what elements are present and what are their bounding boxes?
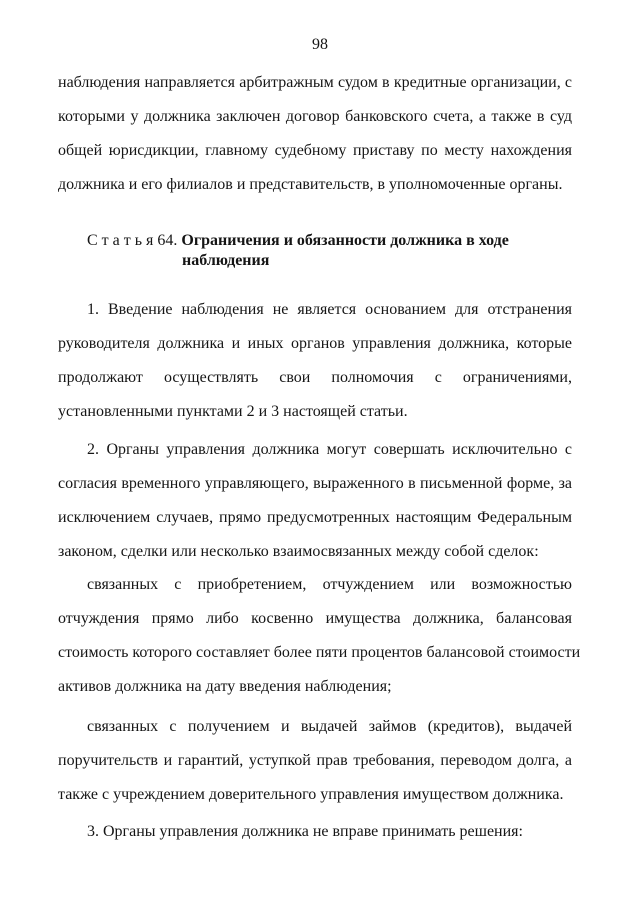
paragraph-line: отчуждения прямо либо косвенно имущества должника, балансовая [58, 610, 572, 627]
paragraph-line: продолжают осуществлять свои полномочия с ограничениями, [58, 369, 572, 386]
article-heading [87, 231, 517, 271]
paragraph-2 [58, 433, 572, 569]
article-number: С т а т ь я 64. [87, 232, 178, 249]
paragraph-line: установленными пунктами 2 и 3 настоящей статьи. [58, 403, 408, 420]
article-title-continuation: наблюдения [182, 252, 270, 269]
paragraph-line: наблюдения направляется арбитражным судом в кредитные организации, с [58, 74, 572, 91]
paragraph-line: активов должника на дату введения наблюдения; [58, 678, 392, 695]
paragraph-line: связанных с приобретением, отчуждением или возможностью [87, 576, 572, 593]
intro-paragraph [58, 66, 572, 202]
paragraph-3 [58, 568, 581, 704]
paragraph-line: согласия временного управляющего, выраженного в письменной форме, за [58, 475, 572, 492]
article-title: Ограничения и обязанности должника в ходе [181, 232, 509, 249]
paragraph-line: исключением случаев, прямо предусмотренных настоящим Федеральным [58, 509, 572, 526]
paragraph-line: стоимость которого составляет более пяти процентов балансовой стоимости [58, 644, 581, 661]
paragraph-line: 2. Органы управления должника могут совершать исключительно с [87, 441, 572, 458]
paragraph-1 [58, 293, 572, 429]
paragraph-4 [58, 710, 572, 812]
paragraph-line: должника и его филиалов и представительств, в уполномоченные органы. [58, 176, 563, 193]
paragraph-line: общей юрисдикции, главному судебному приставу по месту нахождения [58, 142, 572, 159]
paragraph-line: 1. Введение наблюдения не является основанием для отстранения [87, 301, 572, 318]
paragraph-line: законом, сделки или несколько взаимосвязанных между собой сделок: [58, 543, 539, 560]
page-number: 98 [312, 36, 328, 53]
paragraph-line: 3. Органы управления должника не вправе принимать решения: [87, 823, 523, 840]
paragraph-line: поручительств и гарантий, уступкой прав требования, переводом долга, а [58, 752, 572, 769]
paragraph-line: связанных с получением и выдачей займов (кредитов), выдачей [87, 718, 572, 735]
paragraph-line: также с учреждением доверительного управления имуществом должника. [58, 786, 564, 803]
article-heading-line-1 [87, 231, 517, 251]
paragraph-line: которыми у должника заключен договор банковского счета, а также в суд [58, 108, 572, 125]
paragraph-line: руководителя должника и иных органов управления должника, которые [58, 335, 572, 352]
paragraph-5 [58, 815, 572, 849]
